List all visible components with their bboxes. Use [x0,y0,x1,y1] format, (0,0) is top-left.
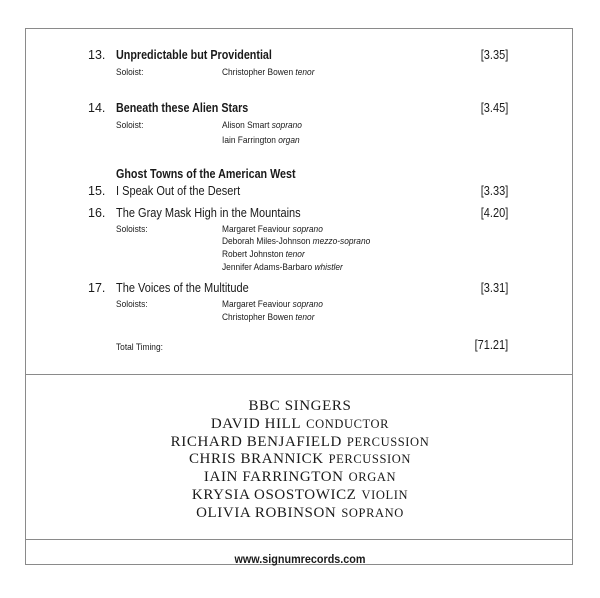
track-duration: [3.33] [480,184,508,198]
credit-line: BBC SINGERS [248,398,352,414]
performer: Christopher Bowen tenor [222,312,315,323]
track-title: Beneath these Alien Stars [116,101,249,115]
performer: Christopher Bowen tenor [222,67,315,78]
website-link[interactable]: www.signumrecords.com [234,552,366,566]
track-title: The Gray Mask High in the Mountains [116,206,301,220]
track-number: 14. [88,101,106,115]
performer: Deborah Miles-Johnson mezzo-soprano [222,236,371,247]
track-title: I Speak Out of the Desert [116,184,241,198]
track-number: 17. [88,281,106,295]
total-timing-value: [71.21] [474,338,508,352]
divider-top [26,374,572,375]
performer: Margaret Feaviour soprano [222,299,323,310]
credit-line: RICHARD BENJAFIELD PERCUSSION [170,434,430,450]
track-number: 13. [88,48,106,62]
group-title: Ghost Towns of the American West [116,167,296,181]
credit-line: DAVID HILL CONDUCTOR [210,416,390,432]
credit-line: OLIVIA ROBINSON SOPRANO [196,505,404,521]
performer: Iain Farrington organ [222,135,300,146]
track-duration: [3.35] [480,48,508,62]
track-number: 15. [88,184,106,198]
credit-line: KRYSIA OSOSTOWICZ VIOLIN [191,487,409,503]
performer: Alison Smart soprano [222,120,302,131]
soloist-label: Soloist: [116,120,144,131]
credit-line: CHRIS BRANNICK PERCUSSION [188,451,412,467]
soloist-label: Soloist: [116,67,144,78]
track-number: 16. [88,206,106,220]
track-title: Unpredictable but Providential [116,48,272,62]
performer: Jennifer Adams-Barbaro whistler [222,262,343,273]
track-duration: [3.45] [480,101,508,115]
track-duration: [3.31] [480,281,508,295]
performer: Margaret Feaviour soprano [222,224,323,235]
credit-line: IAIN FARRINGTON ORGAN [203,469,397,485]
performer: Robert Johnston tenor [222,249,305,260]
total-timing-label: Total Timing: [116,342,163,353]
soloists-label: Soloists: [116,299,148,310]
soloists-label: Soloists: [116,224,148,235]
track-title: The Voices of the Multitude [116,281,249,295]
track-duration: [4.20] [480,206,508,220]
divider-bottom [26,539,572,540]
